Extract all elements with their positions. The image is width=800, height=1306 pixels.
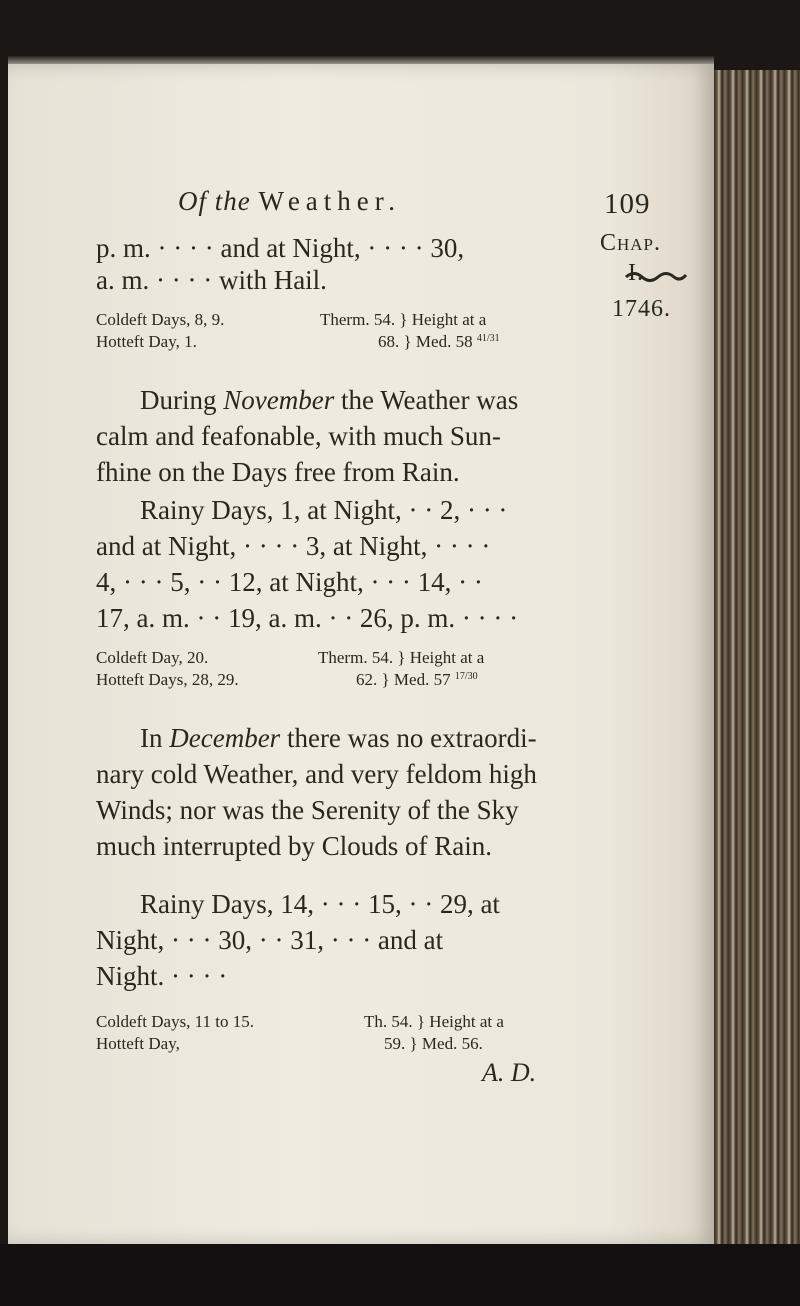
table-cell: Hotteft Day, [96,1034,180,1053]
text-line: Rainy Days, 14, · · · 15, · · 29, at [140,889,500,919]
text-fragment: there was no extraordi- [286,723,537,753]
table-cell: Hotteft Day, 1. [96,332,197,351]
signature-initials: A. D. [482,1058,537,1087]
chapter-label: Chap. [600,230,662,256]
fraction: 41/31 [476,333,500,344]
running-head-title: Weather. [258,186,402,216]
text-line: fhine on the Days free from Rain. [96,457,460,487]
margin-ornament [624,270,688,284]
table-cell-value: 62. } Med. 57 [356,670,451,689]
text-line: and at Night, · · · · 3, at Night, · · · · [96,531,491,561]
text-line: a. m. · · · · with Hail. [96,265,327,295]
table-cell [378,332,500,352]
text-line: 4, · · · 5, · · 12, at Night, · · · 14, · · [96,567,483,597]
text-line: Winds; nor was the Serenity of the Sky [96,795,519,825]
text-line [140,720,537,756]
text-line: p. m. · · · · and at Night, · · · · 30, [96,233,465,263]
table-cell-value: 68. } Med. 58 [378,332,473,351]
table-cell: Coldeft Days, 8, 9. [96,310,225,329]
running-head-prefix: Of the [178,186,251,216]
text-fragment: In [140,723,163,753]
text-line: calm and feafonable, with much Sun- [96,421,501,451]
table-cell: Hotteft Days, 28, 29. [96,670,239,689]
text-line [140,382,518,418]
table-cell: Therm. 54. } Height at a [318,648,485,667]
table-cell: Therm. 54. } Height at a [320,310,487,329]
text-line: 17, a. m. · · 19, a. m. · · 26, p. m. · · · · [96,603,519,633]
table-cell: Th. 54. } Height at a [364,1012,504,1031]
month-name: December [169,723,281,753]
chapter-number: I. [628,260,644,286]
running-head [178,186,401,217]
table-cell: 59. } Med. 56. [384,1034,483,1053]
text-line: much interrupted by Clouds of Rain. [96,831,492,861]
table-cell: Coldeft Day, 20. [96,648,209,667]
text-line: Night. · · · · [96,961,228,991]
page-number: 109 [604,188,651,220]
text-fragment: the Weather was [340,385,519,415]
table-cell [356,670,478,690]
fraction: 17/30 [454,671,478,682]
text-line: Rainy Days, 1, at Night, · · 2, · · · [140,495,508,525]
scan-bottom-edge [0,1244,800,1306]
margin-year: 1746. [612,296,671,322]
table-cell: Coldeft Days, 11 to 15. [96,1012,255,1031]
book-spine-edge [714,70,800,1260]
text-fragment: During [140,385,217,415]
month-name: November [223,385,335,415]
text-line: Night, · · · 30, · · 31, · · · and at [96,925,444,955]
text-line: nary cold Weather, and very feldom high [96,759,537,789]
